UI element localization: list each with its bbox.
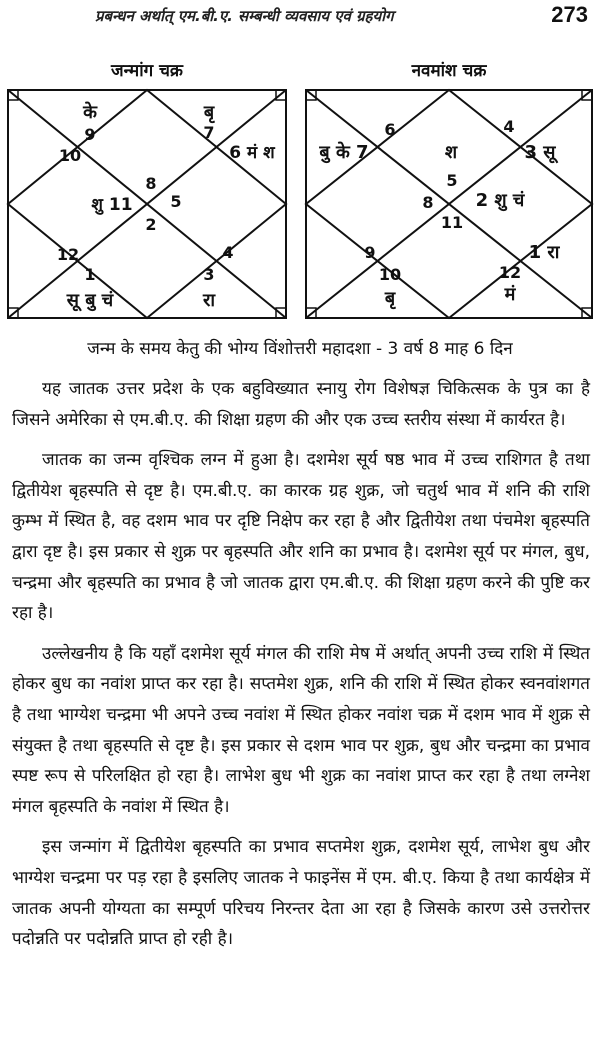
label-n4-top: 5 bbox=[446, 171, 458, 190]
paragraph: यह जातक उत्तर प्रदेश के एक बहुविख्यात स्नायु रोग विशेषज्ञ चिकित्सक के पुत्र का है जिसने अमेरिका से एम.बी.ए. की शिक्षा ग्रहण की और एक उच्च स्तरीय संस्था में कार्यरत है। bbox=[12, 379, 590, 430]
running-title: प्रबन्धन अर्थात् एम.बी.ए. सम्बन्धी व्यवसाय एवं ग्रहयोग bbox=[95, 7, 394, 25]
paragraph: उल्लेखनीय है कि यहाँ दशमेश सूर्य मंगल की राशि मेष में अर्थात् अपनी उच्च राशि में स्थित होकर बुध का नवांश प्राप्त कर रहा है। सप्तमेश शुक्र, शनि की राशि में स्थित होकर स्वनवांशगत है तथा भाग्येश चन्द्रमा भी अपने उच्च नवांश में स्थित होकर नवांश चक्र में दशम भाव में शुक्र से संयुक्त है तथा बृहस्पति से दृष्ट है। इस प्रकार से दशम भाव पर शुक्र, बुध और चन्द्रमा का प्रभाव स्पष्ट रूप से परिलक्षित हो रहा है। लाभेश बुध भी शुक्र का नवांश प्राप्त कर रहा है तथा लग्नेश मंगल बृहस्पति के नवांश में स्थित है। bbox=[12, 643, 590, 817]
label-h5-left: शु 11 bbox=[91, 195, 133, 215]
label-h7-planets: सू बु चं bbox=[66, 290, 114, 311]
label-n1-num: 6 bbox=[384, 120, 396, 139]
label-h8-planets: रा bbox=[202, 290, 216, 311]
body-text bbox=[12, 374, 590, 965]
navamsha-chart bbox=[304, 88, 594, 320]
navamsha-chart-title: नवमांश चक्र bbox=[411, 61, 487, 81]
label-n8-planets: मं bbox=[504, 284, 516, 305]
label-n8-num: 12 bbox=[498, 263, 522, 282]
label-h5-bottom: 2 bbox=[145, 215, 157, 234]
label-h5-right: 5 bbox=[170, 192, 182, 211]
paragraph: इस जन्मांग में द्वितीयेश बृहस्पति का प्रभाव सप्तमेश शुक्र, दशमेश सूर्य, लाभेश बुध और भाग्येश चन्द्रमा पर पड़ रहा है इसलिए जातक ने फाइनेंस में एम. बी.ए. किया है तथा कार्यक्षेत्र में जातक अपनी योग्यता का सम्पूर्ण परिचय निरन्तर देता आ रहा है जिसके कारण उसे उत्तरोत्तर पदोन्नति पर पदोन्नति प्राप्त हो रही है। bbox=[12, 837, 590, 950]
label-n7-num: 10 bbox=[378, 265, 402, 284]
label-h9-num: 4 bbox=[222, 243, 234, 262]
label-h3-planets: 6 मं श bbox=[229, 143, 275, 163]
label-n3-right: 3 सू bbox=[524, 142, 556, 163]
label-n3-center: श bbox=[444, 142, 458, 163]
label-n4-bottom: 11 bbox=[440, 213, 464, 232]
mahadasha-caption: जन्म के समय केतु की भोग्य विंशोत्तरी महादशा - 3 वर्ष 8 माह 6 दिन bbox=[87, 339, 513, 359]
label-n4-right: 2 शु चं bbox=[475, 190, 525, 211]
label-n5-num: 9 bbox=[364, 243, 376, 262]
label-h1-num: 9 bbox=[84, 125, 96, 144]
label-h6-num: 12 bbox=[56, 245, 80, 264]
janmang-chart-title: जन्मांग चक्र bbox=[111, 61, 183, 81]
label-n3-left: बु के 7 bbox=[319, 142, 369, 163]
paragraph: जातक का जन्म वृश्चिक लग्न में हुआ है। दशमेश सूर्य षष्ठ भाव में उच्च राशिगत है तथा द्वितीयेश बृहस्पति से दृष्ट है। एम.बी.ए. का कारक ग्रह शुक्र, जो चतुर्थ भाव में शनि की राशि कुम्भ में स्थित है, वह दशम भाव पर दृष्टि निक्षेप कर रहा है और द्वितीयेश तथा पंचमेश बृहस्पति द्वारा दृष्ट है। इस प्रकार से शुक्र पर बृहस्पति और शनि का प्रभाव है। दशमेश सूर्य पर मंगल, बुध, चन्द्रमा और बृहस्पति का प्रभाव है जो जातक द्वारा एम.बी.ए. की शिक्षा ग्रहण करने की पुष्टि कर रहा है। bbox=[12, 450, 590, 624]
page-header bbox=[0, 0, 600, 36]
label-h2-planets: बृ bbox=[203, 102, 215, 123]
label-n7-planets: बृ bbox=[384, 288, 396, 309]
page-number: 273 bbox=[551, 2, 588, 27]
label-n6-right: 1 रा bbox=[528, 242, 560, 263]
label-h8-num: 3 bbox=[203, 265, 215, 284]
label-h4-num: 10 bbox=[58, 146, 82, 165]
label-h2-num: 7 bbox=[203, 123, 215, 142]
label-h7-num: 1 bbox=[84, 265, 96, 284]
janmang-chart bbox=[6, 88, 288, 320]
label-n2-num: 4 bbox=[503, 117, 515, 136]
label-h1-planets: के bbox=[83, 102, 97, 123]
label-n4-left: 8 bbox=[422, 193, 434, 212]
label-h5-top: 8 bbox=[145, 174, 157, 193]
